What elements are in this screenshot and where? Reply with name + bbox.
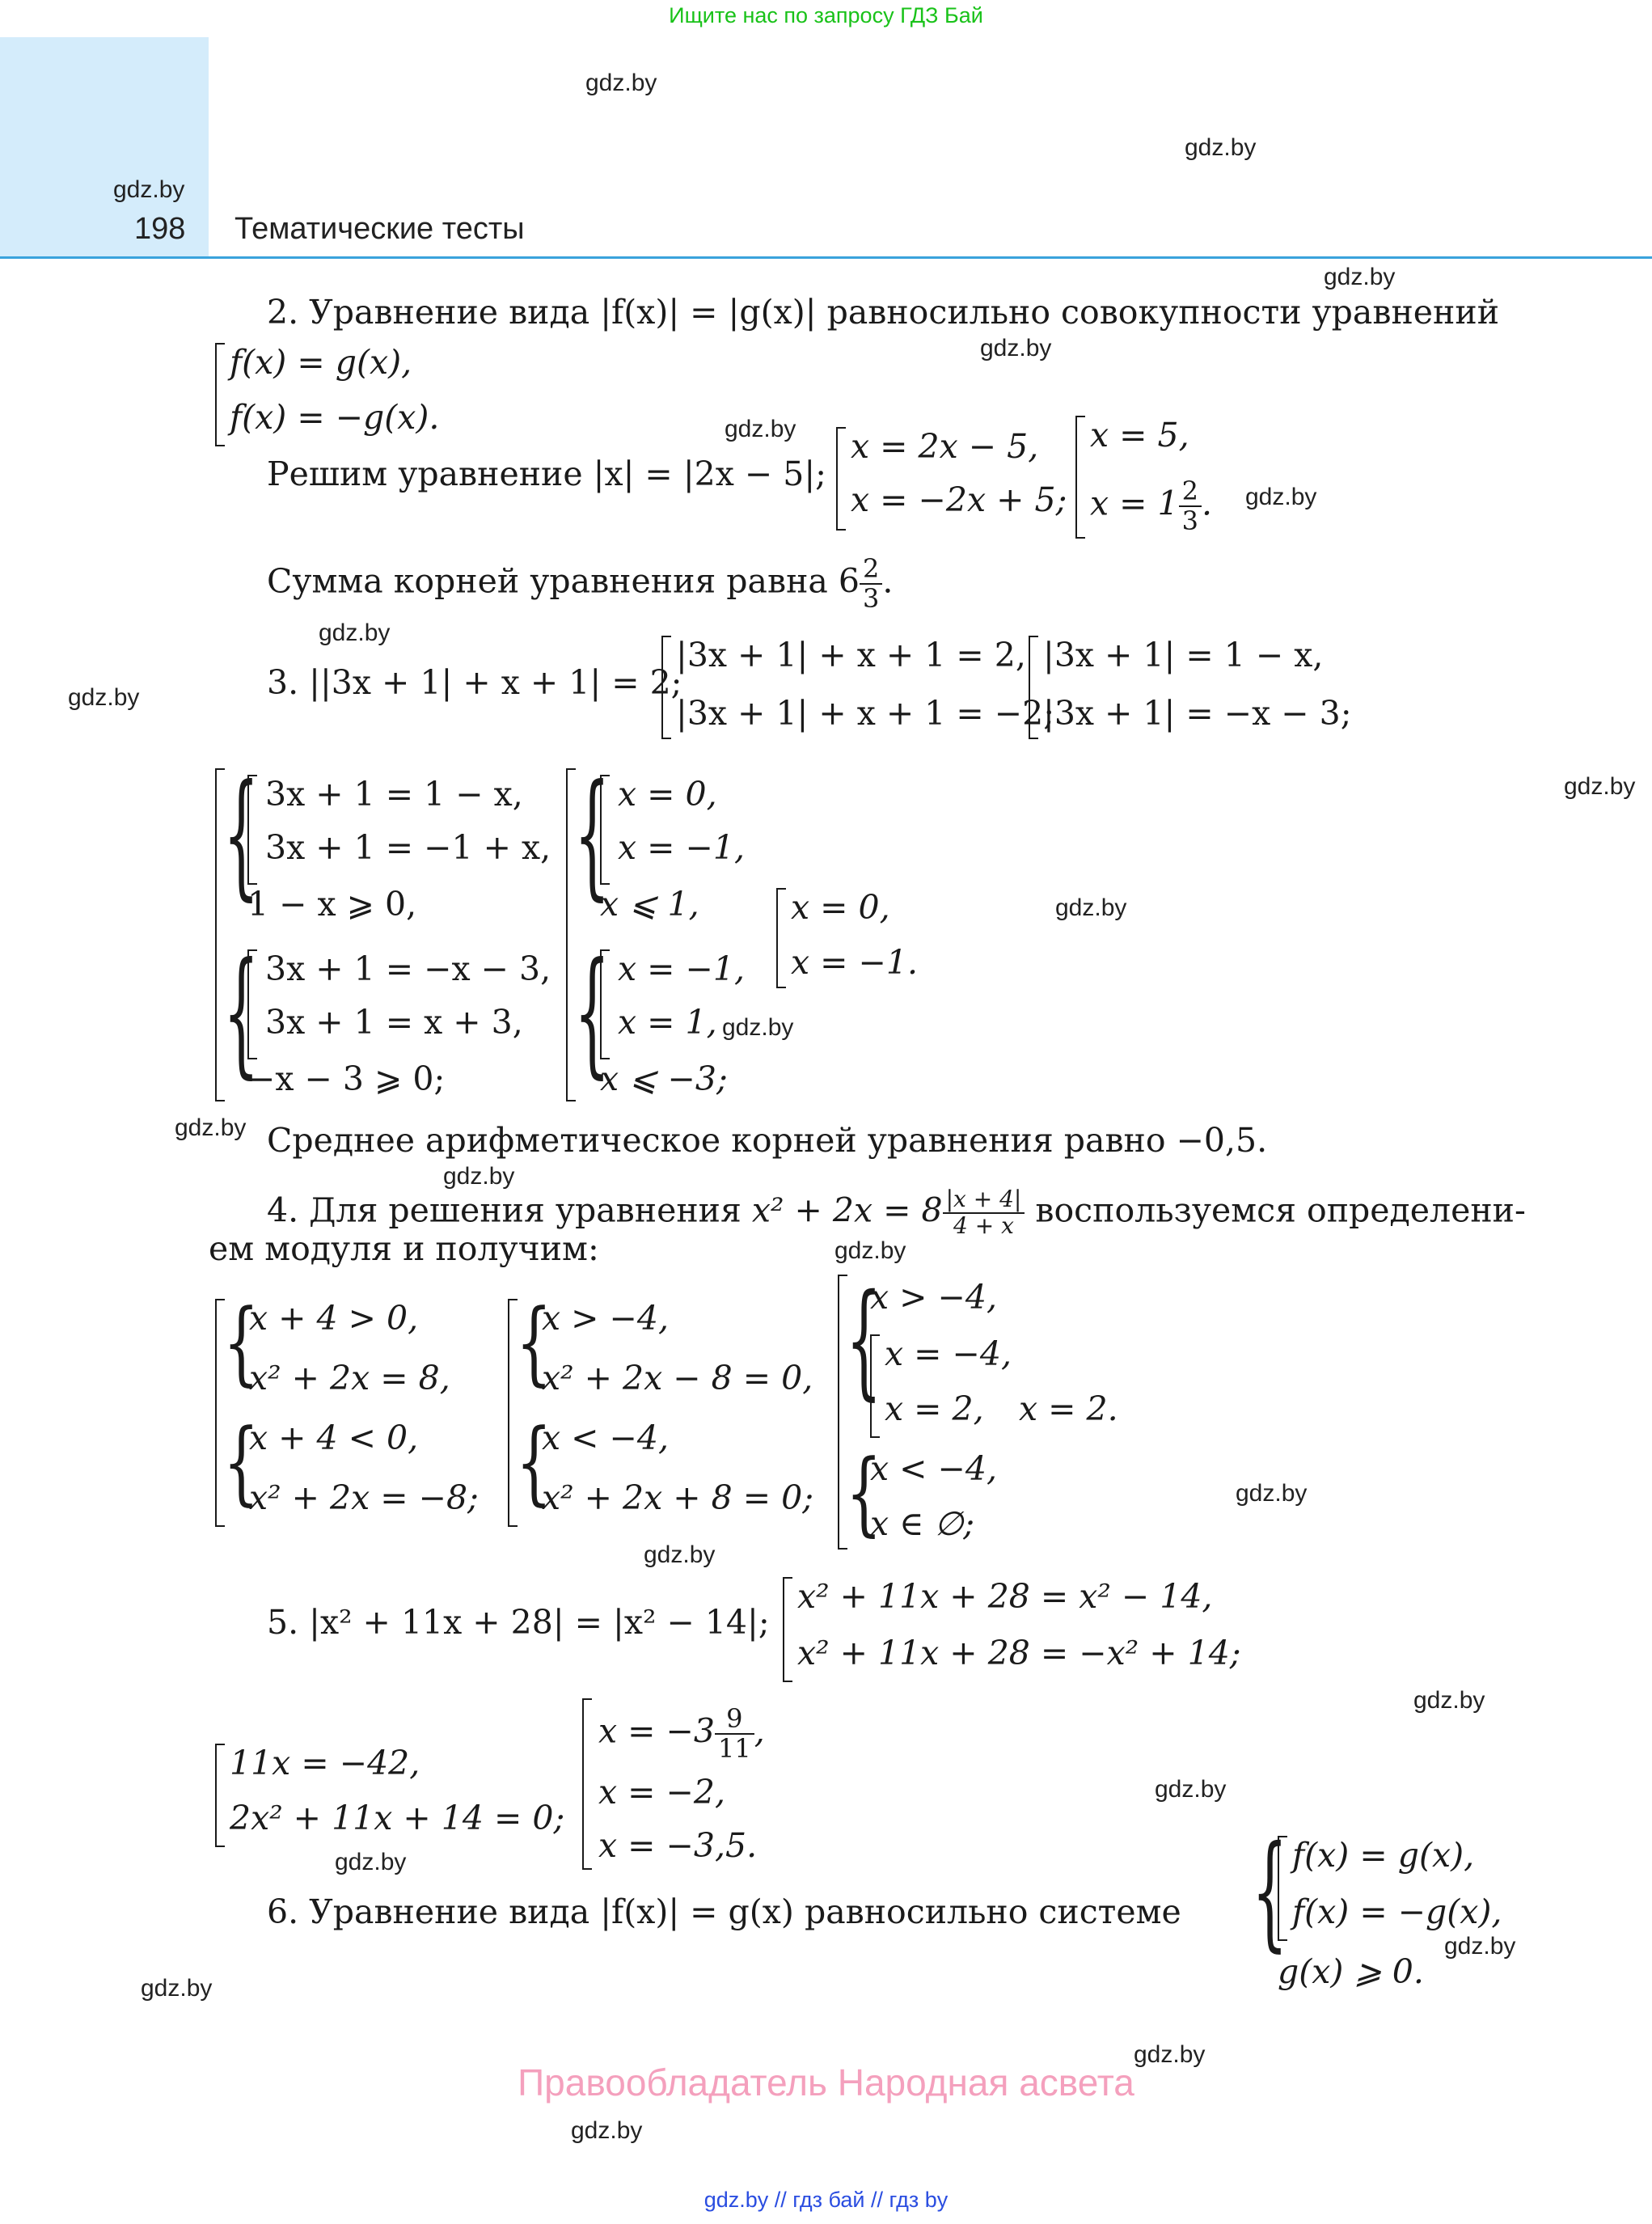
p3-mean-line: Среднее арифметическое корней уравнения равно −0,5.	[267, 1121, 1268, 1160]
p5-b-line: 11x = −42,	[230, 1744, 420, 1782]
bracket	[836, 427, 846, 531]
p3-c-line: −x − 3 ⩾ 0;	[247, 1059, 446, 1098]
p3-d-line: x = 0,	[618, 775, 717, 814]
watermark: gdz.by	[1185, 134, 1257, 161]
watermark: gdz.by	[443, 1163, 515, 1190]
bracket	[661, 636, 671, 739]
p3-d-line: x ⩽ 1,	[600, 885, 699, 924]
p3-d-line: x = 1,	[618, 1003, 717, 1042]
watermark: gdz.by	[1134, 2041, 1206, 2068]
watermark: gdz.by	[141, 1975, 213, 2002]
p5-c-line: x = −3,5.	[598, 1826, 758, 1865]
p2-root-line: x = 1 $\frac{2}{3}$ .	[1090, 476, 1213, 537]
brace: {	[846, 1266, 882, 1414]
p3-set-line: |3x + 1| = −x − 3;	[1043, 694, 1352, 733]
p5-c-line: x = −3 $\frac{9}{11}$ ,	[598, 1703, 765, 1765]
p3-c-line: 1 − x ⩾ 0,	[247, 885, 417, 924]
header-rule	[0, 256, 1652, 259]
p6-system-line: f(x) = g(x),	[1292, 1836, 1475, 1875]
watermark: gdz.by	[1236, 1480, 1308, 1507]
p3-c-line: 3x + 1 = −1 + x,	[265, 828, 551, 867]
p2-solve-text: Решим уравнение |x| = |2x − 5|;	[267, 455, 826, 493]
watermark: gdz.by	[1055, 894, 1127, 921]
bracket	[247, 775, 257, 885]
problem-2-statement: 2. Уравнение вида |f(x)| = |g(x)| равносильно совокупности уравнений	[267, 293, 1500, 332]
p4-g-line: x > −4,	[542, 1299, 670, 1338]
watermark: gdz.by	[175, 1114, 247, 1141]
watermark: gdz.by	[1413, 1687, 1485, 1714]
watermark: gdz.by	[1324, 264, 1396, 290]
watermark: gdz.by	[834, 1237, 906, 1264]
p2-set-line: x = −2x + 5;	[851, 480, 1067, 519]
p2-sum-line: Сумма корней уравнения равна 6 $\frac{2}{3}$ .	[267, 553, 894, 615]
brace: {	[574, 932, 611, 1093]
brace: {	[846, 1440, 882, 1546]
p3-d-line: x ⩽ −3;	[600, 1059, 728, 1098]
watermark: gdz.by	[571, 2117, 643, 2144]
p2-system-line: f(x) = −g(x).	[230, 398, 440, 437]
p3-c-line: 3x + 1 = x + 3,	[265, 1003, 523, 1042]
brace: {	[574, 755, 611, 915]
bracket	[247, 949, 257, 1059]
p4-h-line: x ∈ ∅;	[870, 1504, 975, 1543]
copyright-notice: Правообладатель Народная асвета	[518, 2061, 1134, 2103]
watermark: gdz.by	[722, 1014, 794, 1041]
watermark: gdz.by	[1564, 773, 1636, 800]
bracket	[1278, 1836, 1287, 1941]
section-title: Тематические тесты	[234, 212, 525, 246]
p3-set-line: |3x + 1| + x + 1 = −2;	[676, 694, 1055, 733]
p2-set-line: x = 2x − 5,	[851, 427, 1039, 466]
p6-system-line: f(x) = −g(x),	[1292, 1892, 1502, 1931]
problem-4-intro: 4. Для решения уравнения x² + 2x = 8 $\frac{|x + 4|}{4 + x}$ воспользуемся определени-	[267, 1186, 1526, 1239]
brace: {	[223, 1409, 260, 1516]
brace: {	[1252, 1818, 1288, 1965]
p5-set-line: x² + 11x + 28 = x² − 14,	[797, 1577, 1213, 1616]
bracket	[870, 1334, 880, 1438]
p4-g-line: x < −4,	[542, 1419, 670, 1457]
p4-h-line: x = 2,	[885, 1389, 984, 1428]
watermark: gdz.by	[1155, 1776, 1227, 1803]
p3-e-line: x = −1.	[791, 943, 919, 982]
watermark: gdz.by	[1444, 1933, 1516, 1960]
p3-c-line: 3x + 1 = −x − 3,	[265, 949, 551, 988]
brace: {	[223, 755, 260, 915]
bracket	[783, 1577, 792, 1682]
watermark: gdz.by	[335, 1849, 407, 1875]
p3-set-line: |3x + 1| + x + 1 = 2,	[676, 636, 1026, 674]
problem-3-equation: 3. ||3x + 1| + x + 1| = 2;	[267, 663, 682, 702]
p2-root-line: x = 5,	[1090, 416, 1189, 455]
bracket	[215, 343, 225, 446]
p2-system-line: f(x) = g(x),	[230, 343, 412, 382]
p4-h-line: x > −4,	[870, 1278, 998, 1317]
p4-f-line: x + 4 < 0,	[249, 1419, 419, 1457]
p4-h-line: x < −4,	[870, 1449, 998, 1488]
brace: {	[516, 1289, 552, 1396]
p3-set-line: |3x + 1| = 1 − x,	[1043, 636, 1324, 674]
watermark: gdz.by	[980, 335, 1052, 362]
p5-c-line: x = −2,	[598, 1773, 726, 1812]
p4-f-line: x² + 2x = 8,	[249, 1359, 450, 1397]
p4-g-line: x² + 2x + 8 = 0;	[542, 1478, 814, 1517]
watermark: gdz.by	[113, 176, 185, 203]
bracket	[215, 1744, 225, 1847]
p5-b-line: 2x² + 11x + 14 = 0;	[230, 1799, 565, 1837]
bracket	[776, 888, 786, 988]
p4-answer: x = 2.	[1019, 1389, 1118, 1428]
p3-d-line: x = −1,	[618, 949, 746, 988]
problem-6-statement: 6. Уравнение вида |f(x)| = g(x) равносильно системе	[267, 1892, 1181, 1931]
top-ad-banner[interactable]: Ищите нас по запросу ГДЗ Бай	[669, 3, 983, 27]
footer-links[interactable]: gdz.by // гдз бай // гдз by	[703, 2188, 949, 2212]
p5-set-line: x² + 11x + 28 = −x² + 14;	[797, 1634, 1241, 1672]
p3-d-line: x = −1,	[618, 828, 746, 867]
p3-e-line: x = 0,	[791, 888, 890, 927]
brace: {	[223, 932, 260, 1093]
bracket	[600, 949, 610, 1059]
bracket	[582, 1698, 592, 1870]
watermark: gdz.by	[68, 684, 140, 711]
problem-4-intro-cont: ем модуля и получим:	[209, 1229, 599, 1268]
p3-c-line: 3x + 1 = 1 − x,	[265, 775, 523, 814]
bracket	[1075, 416, 1085, 539]
p4-f-line: x + 4 > 0,	[249, 1299, 419, 1338]
watermark: gdz.by	[319, 619, 391, 646]
page-number: 198	[134, 212, 186, 246]
watermark: gdz.by	[585, 70, 657, 96]
watermark: gdz.by	[725, 416, 796, 442]
brace: {	[516, 1409, 552, 1516]
p4-h-line: x = −4,	[885, 1334, 1012, 1373]
bracket	[1029, 636, 1038, 739]
brace: {	[223, 1289, 260, 1396]
p4-f-line: x² + 2x = −8;	[249, 1478, 479, 1517]
problem-5-equation: 5. |x² + 11x + 28| = |x² − 14|;	[267, 1603, 770, 1642]
watermark: gdz.by	[644, 1541, 716, 1568]
bracket	[600, 775, 610, 885]
p4-g-line: x² + 2x − 8 = 0,	[542, 1359, 813, 1397]
watermark: gdz.by	[1245, 484, 1317, 510]
p6-system-line: g(x) ⩾ 0.	[1278, 1952, 1424, 1991]
